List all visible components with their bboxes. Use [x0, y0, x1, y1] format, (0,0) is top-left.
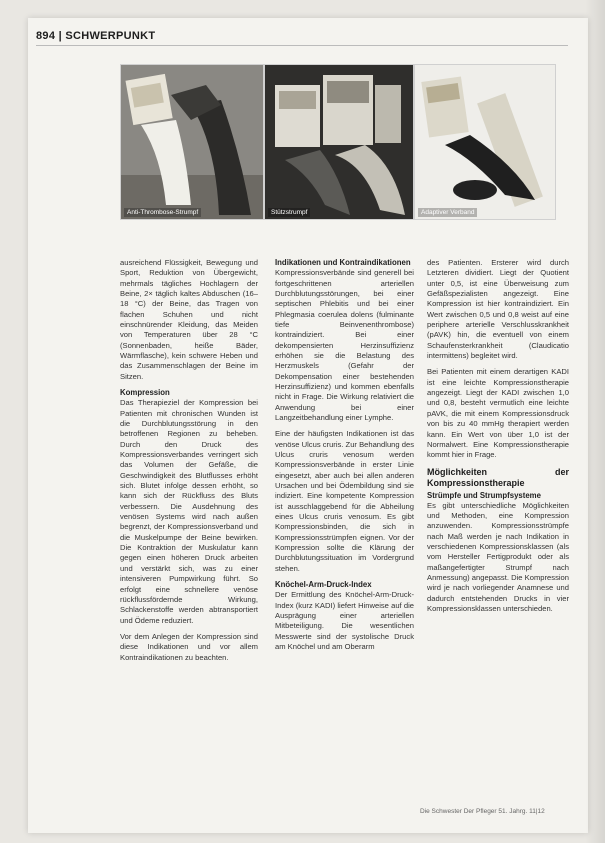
col2-paragraph-1: Kompressionsverbände sind generell bei fortgeschrittenen arteriellen Durchblutungsstörungen, bei einer septischen Phlebitis und bei einer Phlegmasia coerulea dolens (fulminante tiefe Beinvenenthrombose) kontraindiziert. Bei einer dekompensierten Herzinsuffizienz erhöhen sie die Belastung des Herzmuskels (Gefahr der Dekompensation einer bestehenden Herzinsuffizienz) und kommen ebenfalls nicht in Frage. Die Wirkung relativiert die Anwendung bei einer Langzeitbehandlung einer Lymphe. [275, 268, 414, 423]
col1-paragraph-3: Vor dem Anlegen der Kompression sind diese Indikationen und vor allem Kontraindikationen zu beachten. [120, 631, 258, 662]
text-column-3 [427, 258, 569, 621]
text-column-1 [120, 258, 258, 669]
section-title: SCHWERPUNKT [65, 30, 156, 42]
page-number: 894 [36, 30, 56, 42]
col3-paragraph-2: Bei Patienten mit einem derartigen KADI ist eine leichte Kompressionstherapie angezeigt. Liegt der KADI zwischen 1,0 und 0,8, besteht vermutlich eine leichte pAVK, die mit einem Kompressionsdruck von bis zu 40 mmHg therapiert werden kann. Ein Wert von über 1,0 ist der Normalwert. Eine Kompressionstherapie kommt hier in Frage. [427, 367, 569, 460]
heading-moeglichkeiten: Möglichkeiten der Kompressionstherapie [427, 466, 569, 488]
caption-1: Anti-Thrombose-Strumpf [124, 208, 201, 217]
page-edge-shadow [585, 0, 605, 843]
photo-stuetzstrumpf [264, 64, 414, 220]
caption-2: Stützstrumpf [268, 208, 310, 217]
photo-anti-thrombose-image [121, 65, 263, 219]
heading-knoechel-arm-druck-index: Knöchel-Arm-Druck-Index [275, 580, 372, 590]
heading-kompression: Kompression [120, 388, 170, 398]
col2-paragraph-2: Eine der häufigsten Indikationen ist das venöse Ulcus cruris. Zur Behandlung des Ulcus cruris venosum werden Kompressionsverbände in erster Linie eingesetzt, aber auch bei allen anderen Ursachen und bei Ödembildung sind sie indiziert. Eine kompetente Kompression ist ausschlaggebend für die Abheilung eines Ulcus cruris venosum. Es gibt Kompressionsbinden, die sich in Kompressionsstrümpfen eignen. Vor der Kompression sollte die Klärung der Durchblutungssituation im Vordergrund stehen. [275, 429, 414, 573]
heading-struempfe: Strümpfe und Strumpfsysteme [427, 490, 541, 500]
photo-adaptiver-verband [414, 64, 556, 220]
col3-paragraph-3: Es gibt unterschiedliche Möglichkeiten und Methoden, eine Kompression anzuwenden. Kompressionsstrümpfe nach Maß werden je nach Indikation in verschiedenen Kompressionsklassen (als vom Hersteller Fertigprodukt oder als maßangefertigter Strumpf nach Anmessung) angepasst. Die Kompression wird je nach vorliegender Anamnese und dadurch entstehenden Drucks in vier Kompressionsklassen unterschieden. [427, 500, 569, 614]
photo-adaptiver-verband-image [415, 65, 555, 219]
col2-paragraph-3: Der Ermittlung des Knöchel-Arm-Druck-Index (kurz KADI) liefert Hinweise auf die Ausprägung einer arteriellen Mitbeteiligung. Die wesentlichen Messwerte sind der systolische Druck am Knöchel und am Oberarm [275, 590, 414, 652]
photo-anti-thrombose [120, 64, 264, 220]
page-footer: Die Schwester Der Pfleger 51. Jahrg. 11|12 [420, 808, 545, 815]
caption-3: Adaptiver Verband [418, 208, 477, 217]
col3-paragraph-1: des Patienten. Ersterer wird durch Letzteren dividiert. Liegt der Quotient unter 0,5, ist eine Überweisung zum Gefäßspezialisten angezeigt. Eine Kompression ist hier kontraindiziert. Ein Wert zwischen 0,5 und 0,8 weist auf eine periphere arterielle Verschlusskrankheit (pAVK) hin, die eventuell von einem Schaufensterkrankheit (Claudicatio intermittens) begleitet wird. [427, 258, 569, 361]
col1-paragraph-1: ausreichend Flüssigkeit, Bewegung und Sport, Reduktion von Übergewicht, mehrmals tägliches Hochlagern der Beine, 2× täglich kaltes Abduschen (16–18 °C) der Beine, das Tragen von flachen Schuhen und nicht einschnürender Kleidung, das Meiden von Temperaturen über 28 °C (Sonnenbaden, heiße Bäder, Wärmflasche), kein schwere Heben und das Zusammenschlagen der Beine im Sitzen. [120, 258, 258, 381]
col1-paragraph-2: Das Therapieziel der Kompression bei Patienten mit chronischen Wunden ist die Durchblutungsstörung in den betroffenen Regionen zu beheben. Durch den Druck des Kompressionsverbandes verringert sich das Volumen der Gefäße, die Geschwindigkeit des Blutflusses erhöht sich. Blutet infolge dessen erhöht, so kann sich der Rückfluss des Bluts verbessern. Die Ausdehnung des venösen Systems wird nach außen begrenzt, der Kompressionsverband und die Muskelpumpe der Beine bewirken. Die Kontraktion der Muskulatur kann gegen einen höheren Druck arbeiten und verstärkt sich, was zu einer intensiveren Pumpwirkung führt. So erfolgt eine schnellere venöse rückflussfördernde Wirkung, Schlackenstoffe werden abtransportiert und Ödeme reduziert. [120, 398, 258, 625]
photo-stuetzstrumpf-image [265, 65, 413, 219]
heading-indikationen: Indikationen und Kontraindikationen [275, 258, 411, 267]
text-column-2 [275, 258, 414, 658]
page-header [36, 30, 155, 42]
header-rule [36, 45, 568, 46]
header-separator: | [58, 30, 66, 42]
